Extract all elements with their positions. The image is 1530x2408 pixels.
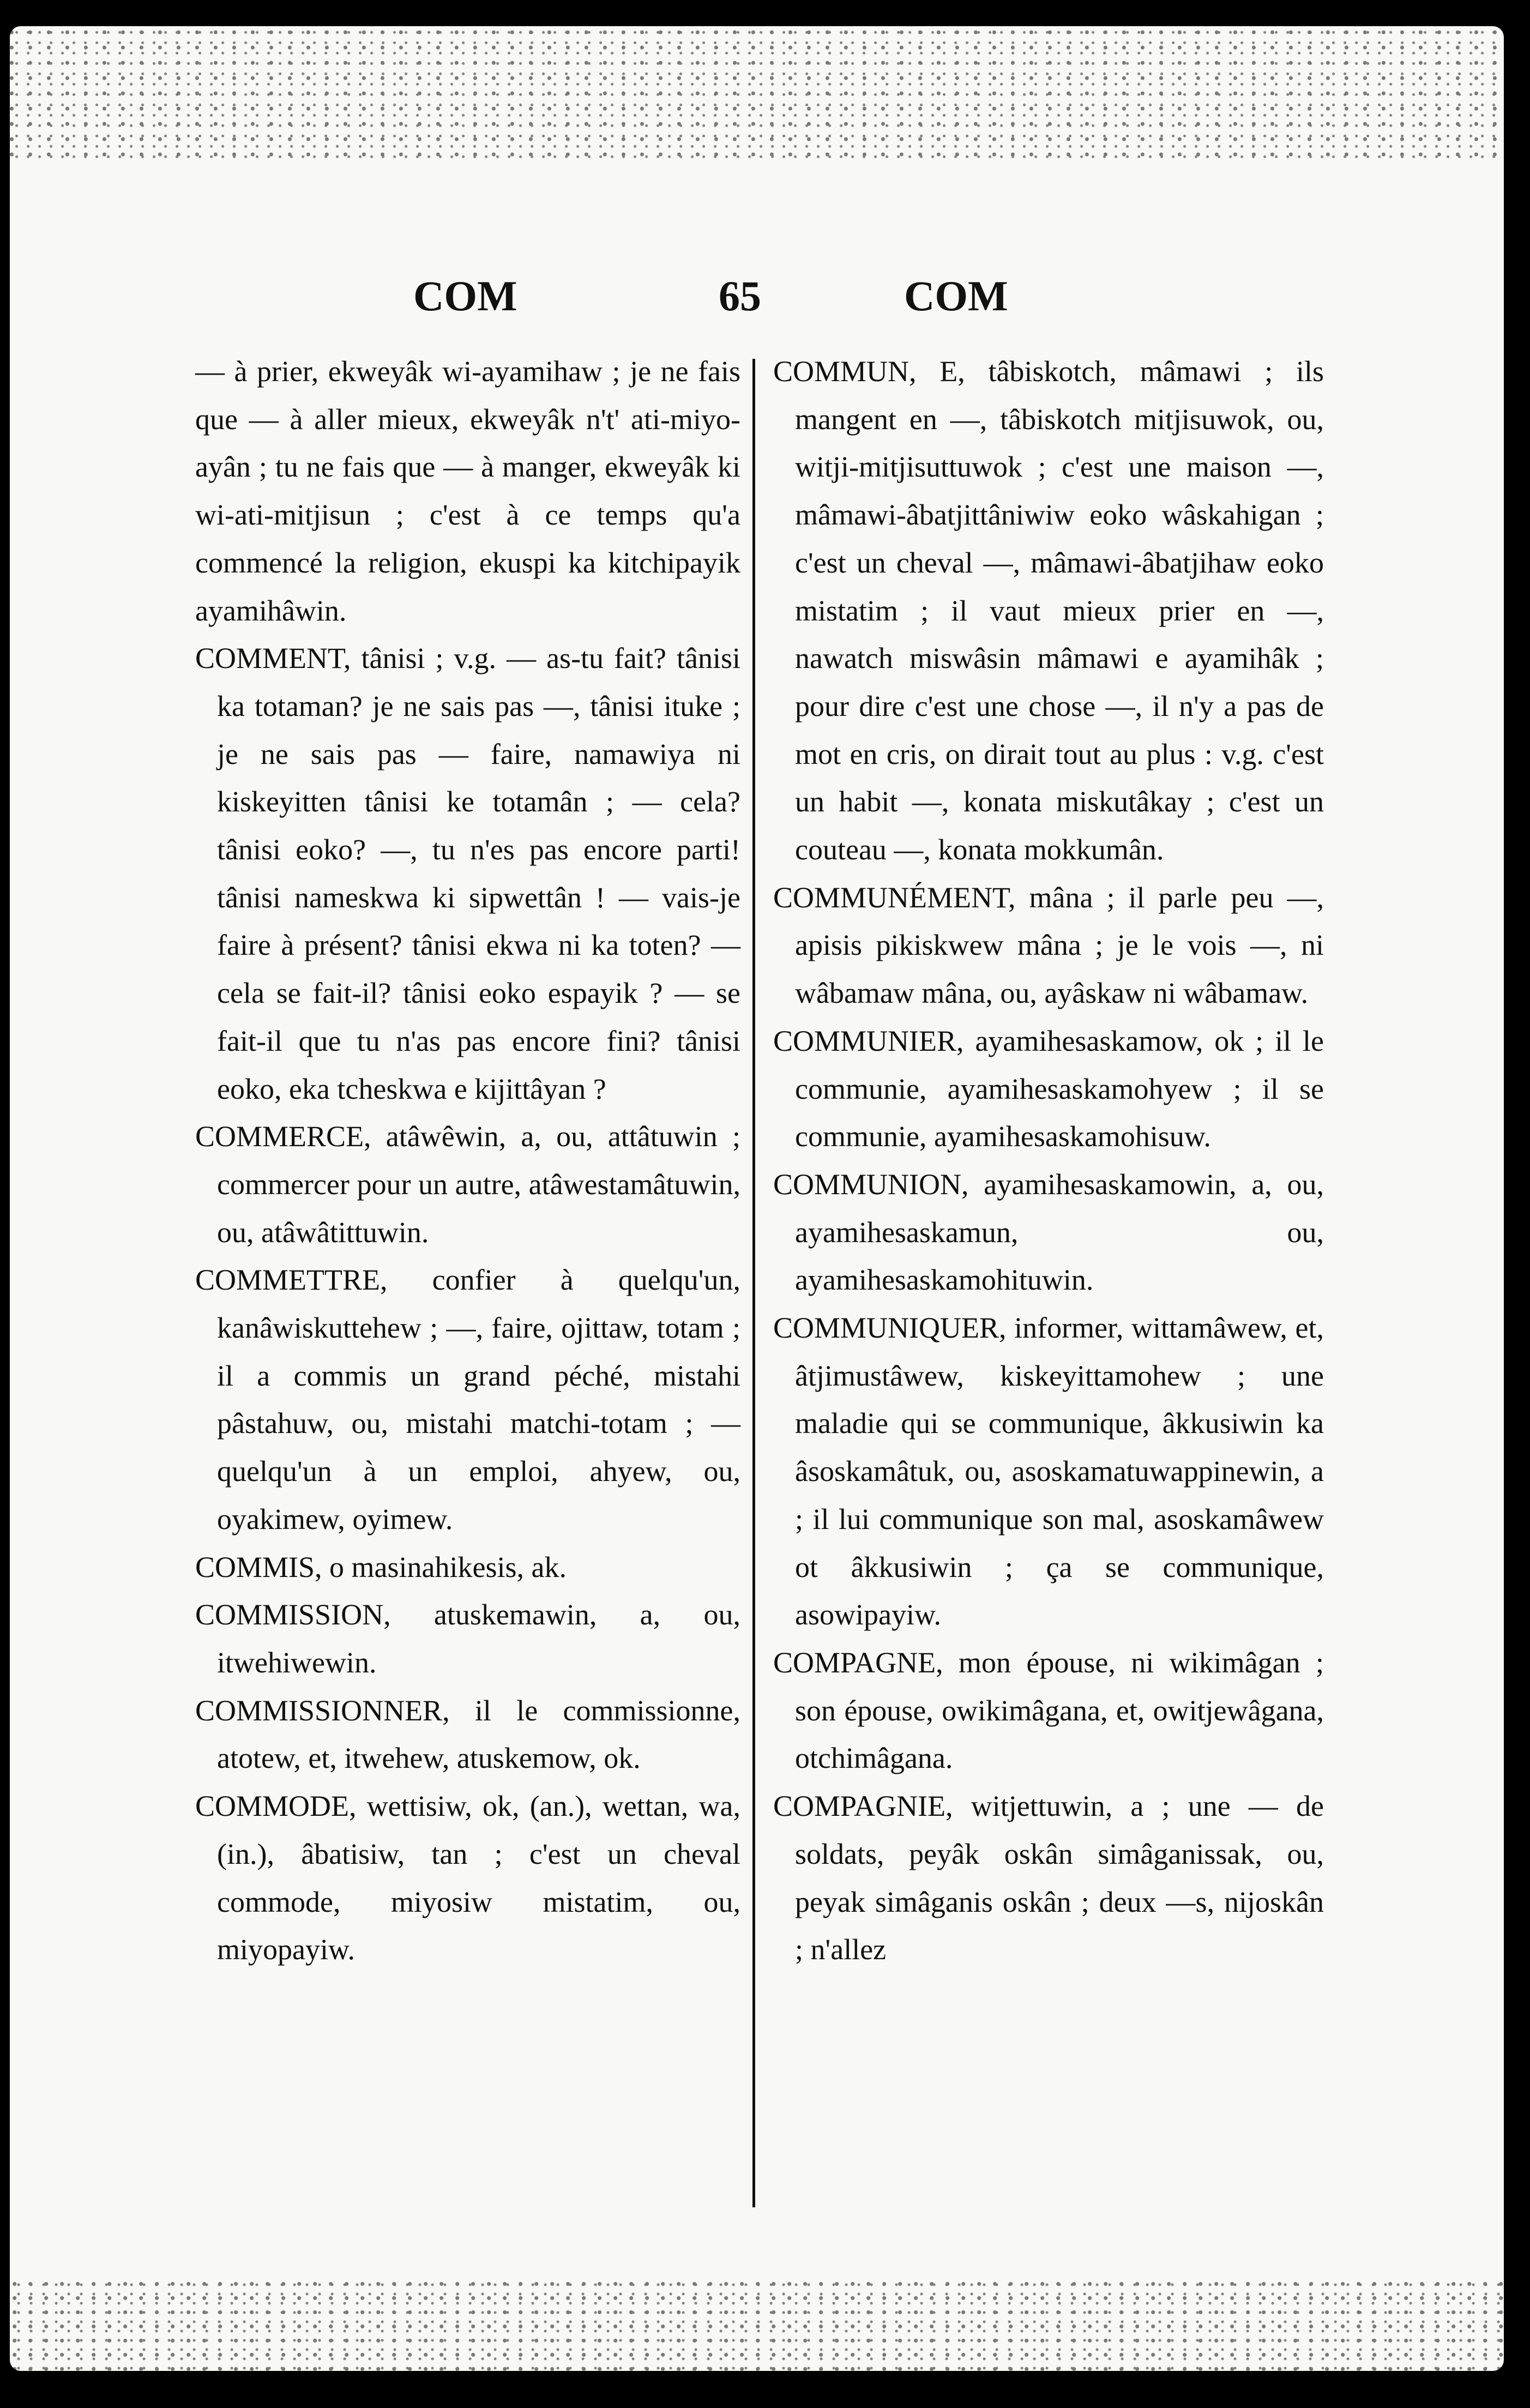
entry-commission: COMMISSION, atuskemawin, a, ou, itwehiwewin. [195,1598,740,1679]
page-number: 65 [719,272,761,320]
running-head-left: COM [413,272,517,320]
entry-communier: COMMUNIER, ayamihesaskamow, ok ; il le communie, ayamihesaskamohyew ; il se communie, ayamihesaskamohisuw. [773,1024,1324,1153]
entry-communement: COMMUNÉMENT, mâna ; il parle peu —, apisis pikiskwew mâna ; je le vois —, ni wâbamaw mâna, ou, ayâskaw ni wâbamaw. [773,881,1324,1010]
scan-noise-bottom [10,2278,1504,2371]
entry-commissionner: COMMISSIONNER, il le commissionne, atotew, et, itwehew, atuskemow, ok. [195,1694,740,1775]
running-head-right: COM [904,272,1008,320]
entry-commun: COMMUN, E, tâbiskotch, mâmawi ; ils mangent en —, tâbiskotch mitjisuwok, ou, witji-mitjisuttuwok ; c'est une maison —, mâmawi-âbatjittâniwiw eoko wâskahigan ; c'est un cheval —, mâmawi-âbatjihaw eoko mistatim ; il vaut mieux prier en —, nawatch miswâsin mâmawi e ayamihâk ; pour dire c'est une chose —, il n'y a pas de mot en cris, on dirait tout au plus : v.g. c'est un habit —, konata miskutâkay ; c'est un couteau —, konata mokkumân. [773,355,1324,866]
right-column [773,348,1324,1974]
entry-continuation-commencer: — à prier, ekweyâk wi-ayamihaw ; je ne fais que — à aller mieux, ekweyâk n't' ati-miyo-ayân ; tu ne fais que — à manger, ekweyâk ki wi-ati-mitjisun ; c'est à ce temps qu'a commencé la religion, ekuspi ka kitchipayik ayamihâwin. [195,355,740,627]
left-column [195,348,740,1974]
entry-commerce: COMMERCE, atâwêwin, a, ou, attâtuwin ; commercer pour un autre, atâwestamâtuwin, ou, atâwâtittuwin. [195,1120,740,1249]
entry-commis: COMMIS, o masinahikesis, ak. [195,1550,567,1584]
entry-compagnie: COMPAGNIE, witjettuwin, a ; une — de soldats, peyâk oskân simâganissak, ou, peyak simâganis oskân ; deux —s, nijoskân ; n'allez [773,1790,1324,1966]
entry-communiquer: COMMUNIQUER, informer, wittamâwew, et, âtjimustâwew, kiskeyittamohew ; une maladie qui se communique, âkkusiwin ka âsoskamâtuk, ou, asoskamatuwappinewin, a ; il lui communique son mal, asoskamâwew ot âkkusiwin ; ça se communique, asowipayiw. [773,1311,1324,1632]
scan-noise-top [10,26,1504,162]
page [10,26,1504,2371]
entry-commode: COMMODE, wettisiw, ok, (an.), wettan, wa, (in.), âbatisiw, tan ; c'est un cheval commode, miyosiw mistatim, ou, miyopayiw. [195,1790,740,1966]
entry-compagne: COMPAGNE, mon épouse, ni wikimâgan ; son épouse, owikimâgana, et, owitjewâgana, otchimâgana. [773,1646,1324,1775]
column-divider [752,359,755,2207]
entry-comment: COMMENT, tânisi ; v.g. — as-tu fait? tânisi ka totaman? je ne sais pas —, tânisi ituke ; je ne sais pas — faire, namawiya ni kiskeyitten tânisi ke totamân ; — cela? tânisi eoko? —, tu n'es pas encore parti! tânisi nameskwa ki sipwettân ! — vais-je faire à présent? tânisi ekwa ni ka toten? — cela se fait-il? tânisi eoko espayik ? — se fait-il que tu n'as pas encore fini? tânisi eoko, eka tcheskwa e kijittâyan ? [195,642,740,1105]
entry-communion: COMMUNION, ayamihesaskamowin, a, ou, ayamihesaskamun, ou, ayamihesaskamohituwin. [773,1167,1324,1297]
entry-commettre: COMMETTRE, confier à quelqu'un, kanâwiskuttehew ; —, faire, ojittaw, totam ; il a commis un grand péché, mistahi pâstahuw, ou, mistahi matchi-totam ; — quelqu'un à un emploi, ahyew, ou, oyakimew, oyimew. [195,1263,740,1536]
